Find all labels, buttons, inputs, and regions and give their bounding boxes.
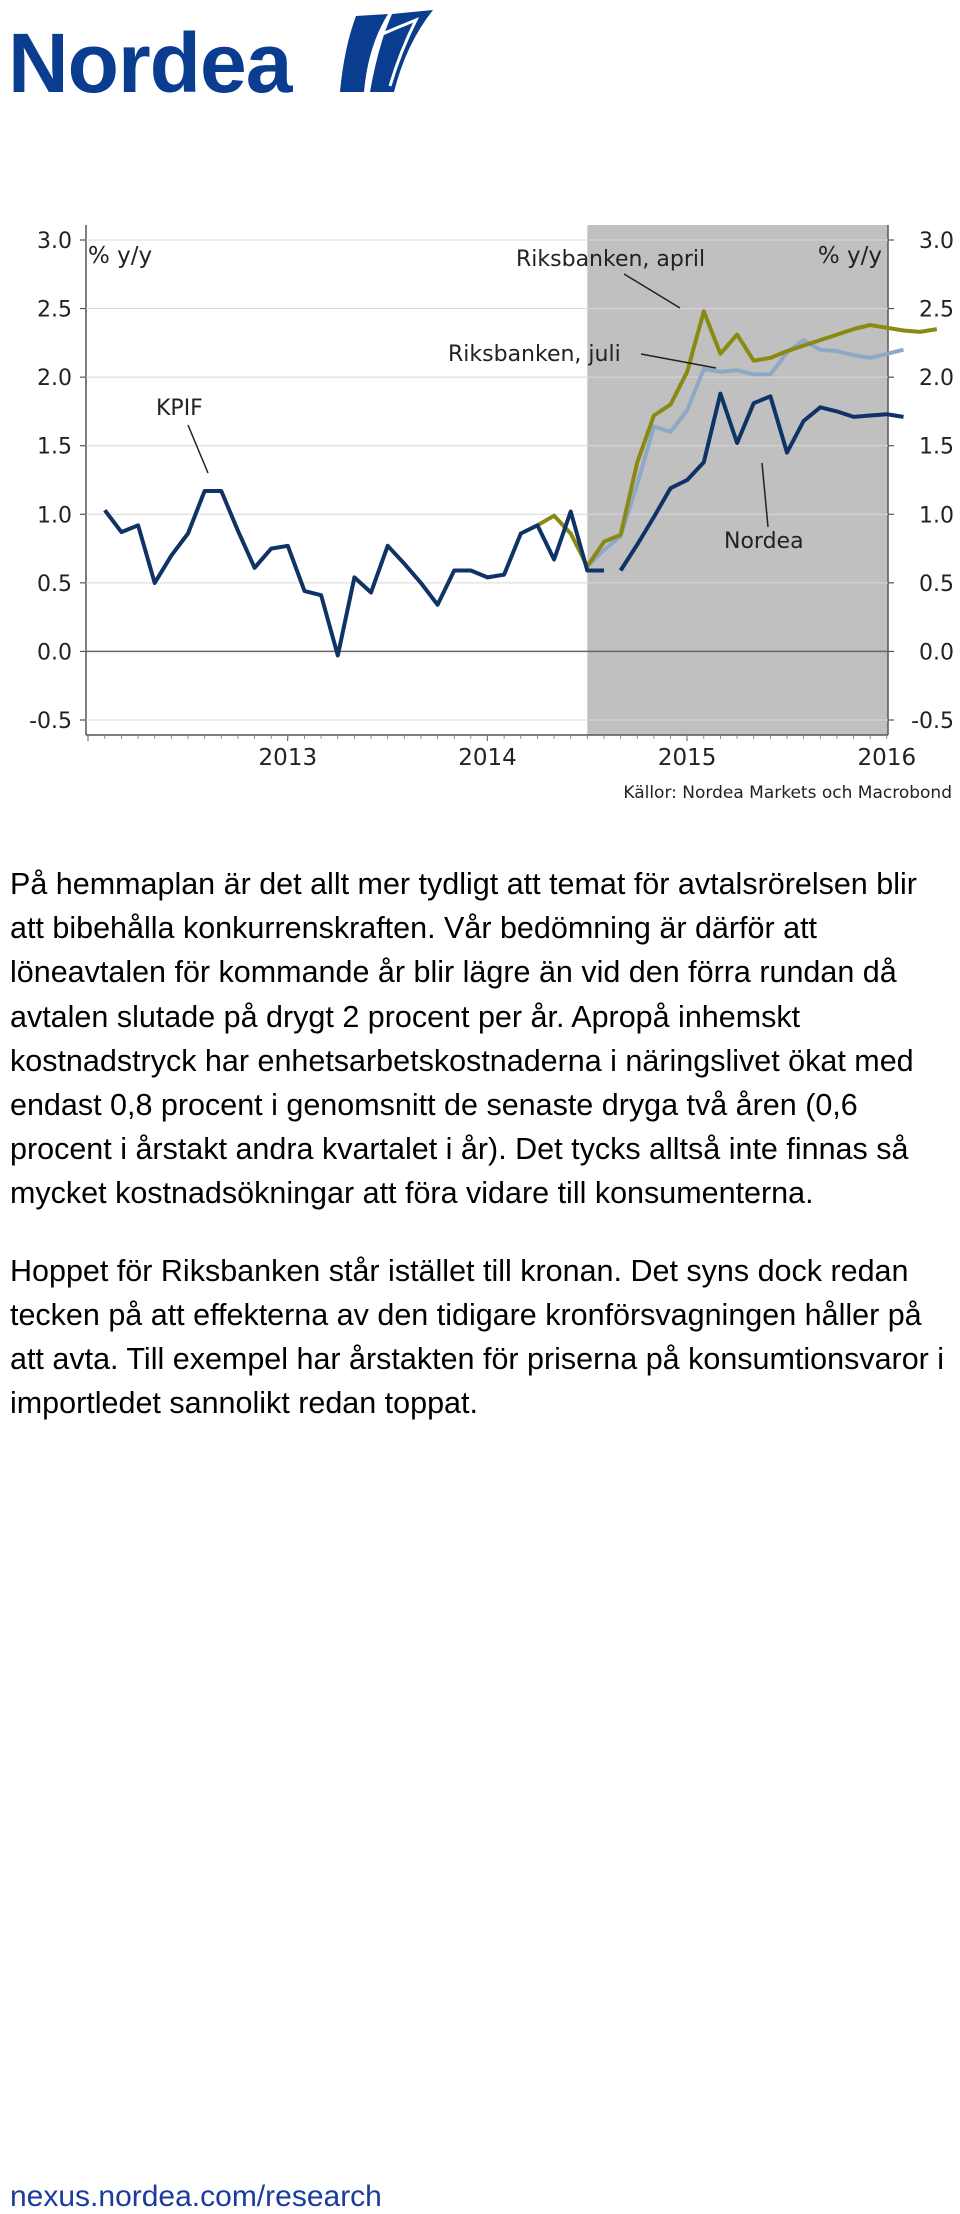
y-tick-label-right: 0.5	[919, 571, 954, 597]
logo-wordmark: Nordea	[8, 16, 292, 98]
y-tick-label-left: 2.5	[37, 297, 72, 323]
article-paragraph: På hemmaplan är det allt mer tydligt att temat för avtalsrörelsen blir att bibehålla konkurrenskraften. Vår bedömning är därför att löneavtalen för kommande år blir lägre än vid den förra rundan då avtalen slutade på drygt 2 procent per år. Apropå inhemskt kostnadstryck har enhetsarbetskostnaderna i näringslivet ökat med endast 0,8 procent i genomsnitt de senaste dryga två åren (0,6 procent i årstakt andra kvartalet i år). Det tycks alltså inte finnas så mycket kostnadsökningar att föra vidare till konsumenterna.	[10, 867, 917, 1211]
y-tick-label-right: 0.0	[919, 640, 954, 666]
x-tick-label: 2015	[657, 745, 717, 771]
x-tick-label: 2014	[458, 745, 517, 771]
research-link[interactable]: nexus.nordea.com/research	[10, 2180, 382, 2213]
series-line-kpif	[105, 491, 604, 656]
chart-source: Källor: Nordea Markets och Macrobond	[623, 783, 952, 803]
y-tick-label-left: 1.5	[37, 434, 72, 460]
nordea-logo	[8, 6, 433, 98]
y-tick-label-right: 2.0	[919, 366, 954, 392]
y-tick-label-right: 3.0	[919, 229, 954, 254]
annotation-nordea: Nordea	[724, 529, 804, 554]
annotation-kpif-pointer	[188, 425, 208, 473]
annotation-riksbanken-april: Riksbanken, april	[516, 247, 706, 272]
annotation-riksbanken-juli: Riksbanken, juli	[448, 342, 621, 367]
x-tick-label: 2016	[857, 745, 917, 771]
y-tick-label-left: 3.0	[37, 229, 72, 254]
article-paragraph: Hoppet för Riksbanken står istället till kronan. Det syns dock redan tecken på att effekterna av den tidigare kronförsvagningen håller på att avta. Till exempel har årstakten för priserna på konsumtionsvaror i importledet sannolikt redan toppat.	[10, 1253, 945, 1421]
y-tick-label-left: -0.5	[29, 709, 72, 734]
y-tick-label-right: 1.5	[919, 434, 954, 460]
inflation-chart	[0, 215, 960, 815]
y-tick-label-right: 2.5	[919, 297, 954, 323]
y-tick-label-right: 1.0	[919, 503, 954, 529]
y-tick-label-left: 2.0	[37, 366, 72, 392]
x-tick-label: 2013	[258, 745, 318, 771]
annotation-kpif: KPIF	[156, 396, 203, 421]
y-tick-label-left: 0.5	[37, 571, 72, 597]
article-body	[10, 862, 950, 1458]
y-tick-label-left: 0.0	[37, 640, 72, 666]
unit-label-right: % y/y	[817, 243, 882, 269]
y-tick-label-left: 1.0	[37, 503, 72, 529]
y-tick-label-right: -0.5	[911, 709, 954, 734]
unit-label-left: % y/y	[88, 243, 153, 269]
